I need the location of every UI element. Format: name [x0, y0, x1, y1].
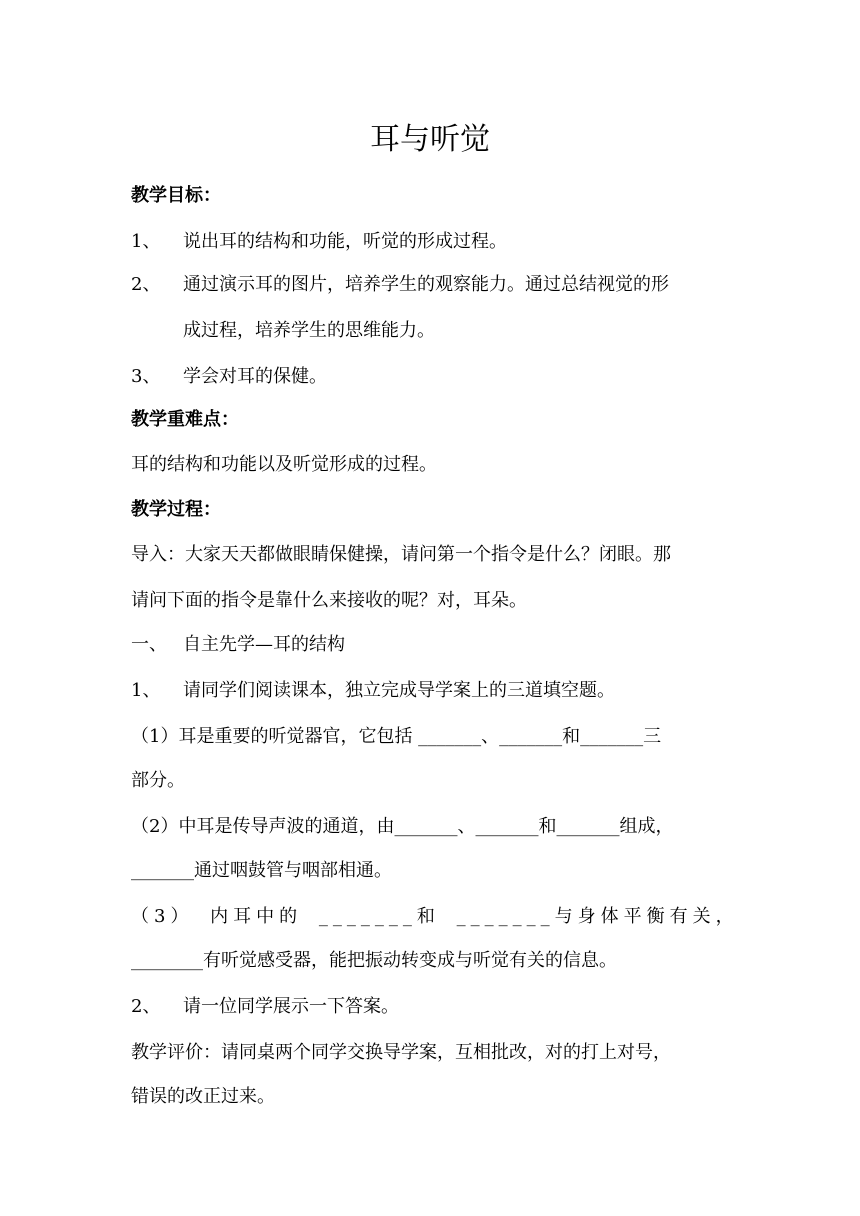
question-2-line-1: （2）中耳是传导声波的通道，由_______、_______和_______组成，	[131, 816, 674, 837]
objective-number: 2、	[131, 274, 161, 295]
step-number: 1、	[131, 680, 161, 701]
intro-line-1: 导入：大家天天都做眼睛保健操，请问第一个指令是什么？闭眼。那	[131, 544, 671, 565]
intro-line-2: 请问下面的指令是靠什么来接收的呢？对，耳朵。	[131, 590, 527, 611]
page-title: 耳与听觉	[370, 122, 490, 157]
step-two	[131, 994, 731, 1020]
step-one	[131, 678, 731, 704]
question-3-line-1: （3） 内耳中的 _______和 _______与身体平衡有关，	[131, 906, 739, 927]
objective-text: 通过演示耳的图片，培养学生的观察能力。通过总结视觉的形	[183, 274, 669, 295]
evaluation-line-2: 错误的改正过来。	[131, 1086, 275, 1107]
evaluation-line-1: 教学评价：请同桌两个同学交换导学案，互相批改，对的打上对号，	[131, 1042, 671, 1063]
question-1-line-1: （1）耳是重要的听觉器官，它包括 _______、_______和_______三	[131, 726, 662, 747]
question-3-line-2: ________有听觉感受器，能把振动转变成与听觉有关的信息。	[131, 950, 617, 971]
keypoints-text: 耳的结构和功能以及听觉形成的过程。	[131, 454, 437, 475]
objective-item-3	[131, 364, 731, 390]
question-2-line-2: _______通过咽鼓管与咽部相通。	[131, 860, 392, 881]
keypoints-heading: 教学重难点：	[131, 409, 239, 430]
step-text: 请同学们阅读课本，独立完成导学案上的三道填空题。	[183, 680, 615, 701]
objective-item-2-continuation: 成过程，培养学生的思维能力。	[183, 320, 435, 341]
objective-text: 说出耳的结构和功能，听觉的形成过程。	[183, 231, 507, 252]
step-number: 2、	[131, 996, 161, 1017]
step-text: 请一位同学展示一下答案。	[183, 996, 399, 1017]
question-1-line-2: 部分。	[131, 770, 185, 791]
part-one-heading	[131, 632, 731, 658]
objectives-heading: 教学目标：	[131, 185, 221, 206]
objective-item-1	[131, 229, 731, 255]
objective-number: 1、	[131, 231, 161, 252]
part-number: 一、	[131, 634, 167, 655]
part-text: 自主先学—耳的结构	[183, 634, 345, 655]
objective-item-2	[131, 272, 731, 298]
objective-text: 学会对耳的保健。	[183, 366, 327, 387]
objective-number: 3、	[131, 366, 161, 387]
process-heading: 教学过程：	[131, 499, 221, 520]
